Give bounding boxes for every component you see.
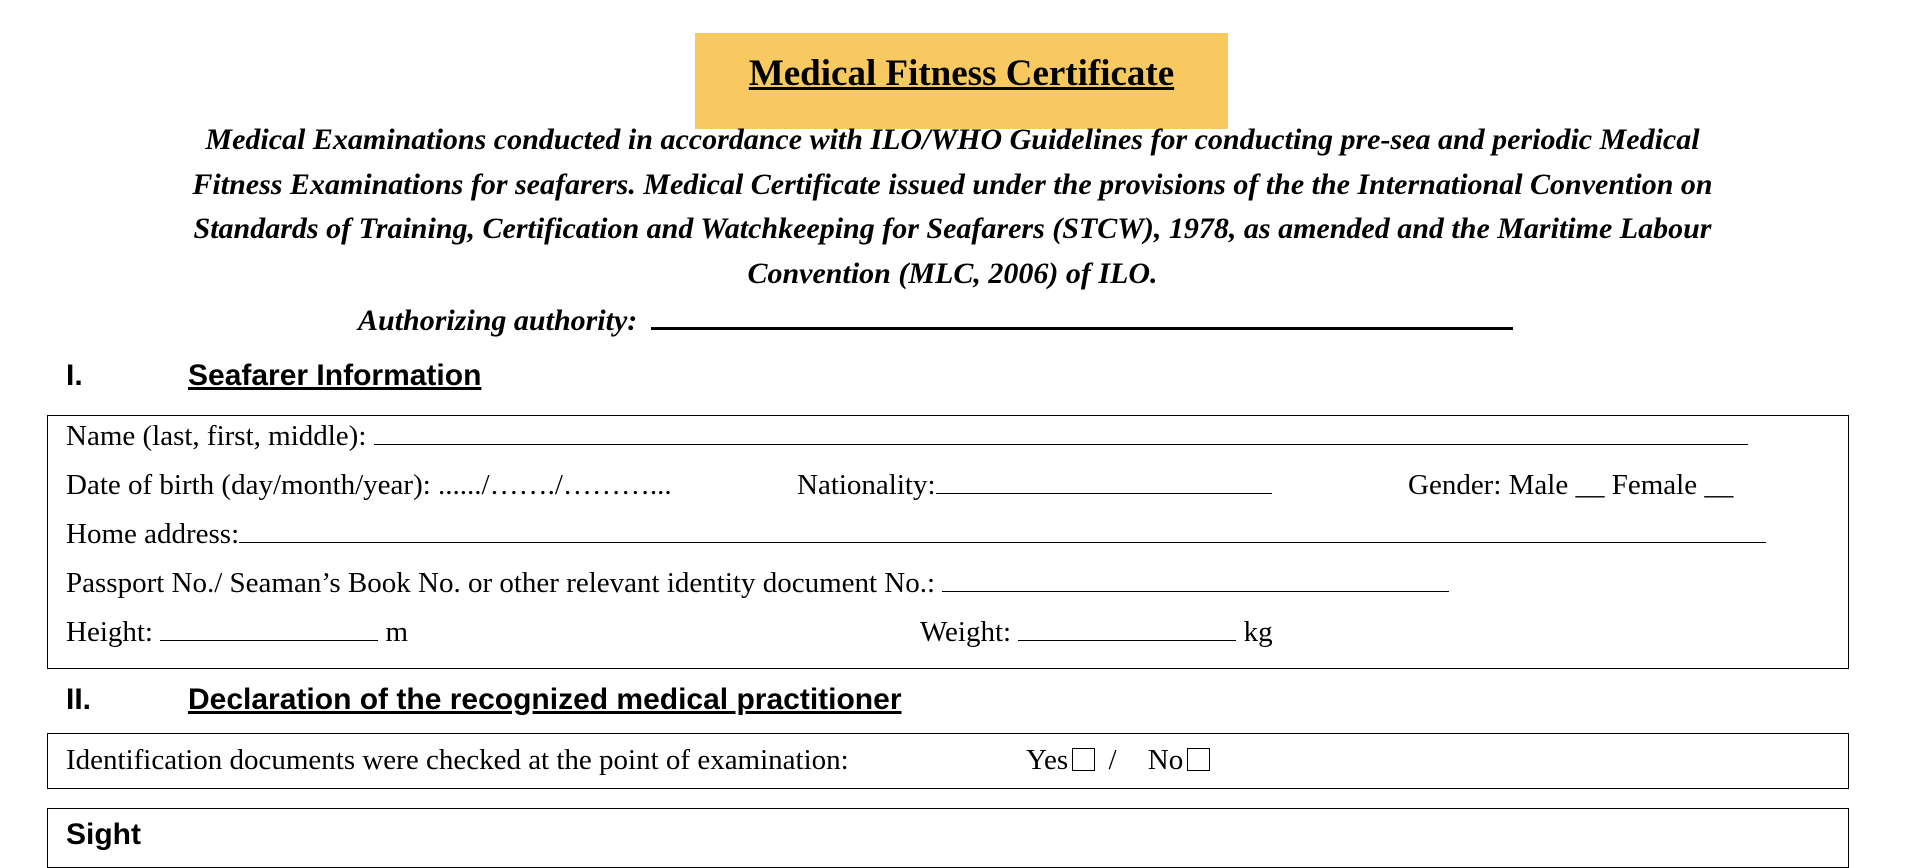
passport-row [66,563,1449,603]
authorizing-authority [358,297,1513,341]
address-label: Home address: [66,518,240,550]
section-title: Seafarer Information [188,359,482,392]
dob-row [66,465,672,505]
authorizing-authority-field[interactable] [651,297,1513,330]
nationality-label: Nationality: [797,469,936,501]
yes-label: Yes [1026,744,1069,776]
identification-check-box [47,733,1849,789]
nationality-row [797,465,1272,505]
option-separator: / [1108,744,1117,776]
id-check-row [66,740,849,780]
intro-line: Convention (MLC, 2006) of ILO. [747,256,1158,290]
intro-paragraph [60,118,1845,296]
seafarer-information-box [47,415,1849,669]
gender-label[interactable]: Gender: Male __ Female __ [1408,469,1734,501]
no-checkbox[interactable] [1187,748,1210,771]
section-heading-seafarer-information [66,356,481,396]
id-check-options [1026,740,1210,780]
height-unit: m [385,616,409,648]
weight-label: Weight: [920,616,1012,648]
name-label: Name (last, first, middle): [66,420,367,452]
weight-unit: kg [1243,616,1273,648]
height-row [66,612,408,652]
passport-label: Passport No./ Seaman’s Book No. or other relevant identity document No.: [66,567,936,599]
address-field[interactable] [239,514,1766,543]
no-label: No [1147,744,1184,776]
yes-checkbox[interactable] [1072,748,1095,771]
section-heading-declaration [66,680,902,720]
section-number: II. [66,683,92,716]
document-title: Medical Fitness Certificate [748,53,1175,94]
authorizing-authority-label: Authorizing authority: [358,304,638,337]
height-field[interactable] [160,612,378,641]
name-row [66,416,1748,456]
id-check-label: Identification documents were checked at the point of examination: [66,744,849,776]
intro-line: Fitness Examinations for seafarers. Medical Certificate issued under the provisions of the the International Convention on [192,167,1713,201]
name-field[interactable] [374,416,1748,445]
address-row [66,514,1766,554]
section-number: I. [66,359,83,392]
gender-row [1408,465,1733,505]
section-title: Declaration of the recognized medical practitioner [188,683,902,716]
weight-row [920,612,1273,652]
weight-field[interactable] [1018,612,1236,641]
nationality-field[interactable] [936,465,1272,494]
height-label: Height: [66,616,153,648]
intro-line: Medical Examinations conducted in accordance with ILO/WHO Guidelines for conducting pre-sea and periodic Medical [205,123,1700,156]
sight-heading: Sight [66,818,141,851]
intro-line: Standards of Training, Certification and Watchkeeping for Seafarers (STCW), 1978, as amended and the Maritime Labour [193,212,1712,245]
dob-label: Date of birth (day/month/year): ....../……./………... [66,469,672,501]
sight-box [47,808,1849,868]
passport-field[interactable] [942,563,1449,592]
